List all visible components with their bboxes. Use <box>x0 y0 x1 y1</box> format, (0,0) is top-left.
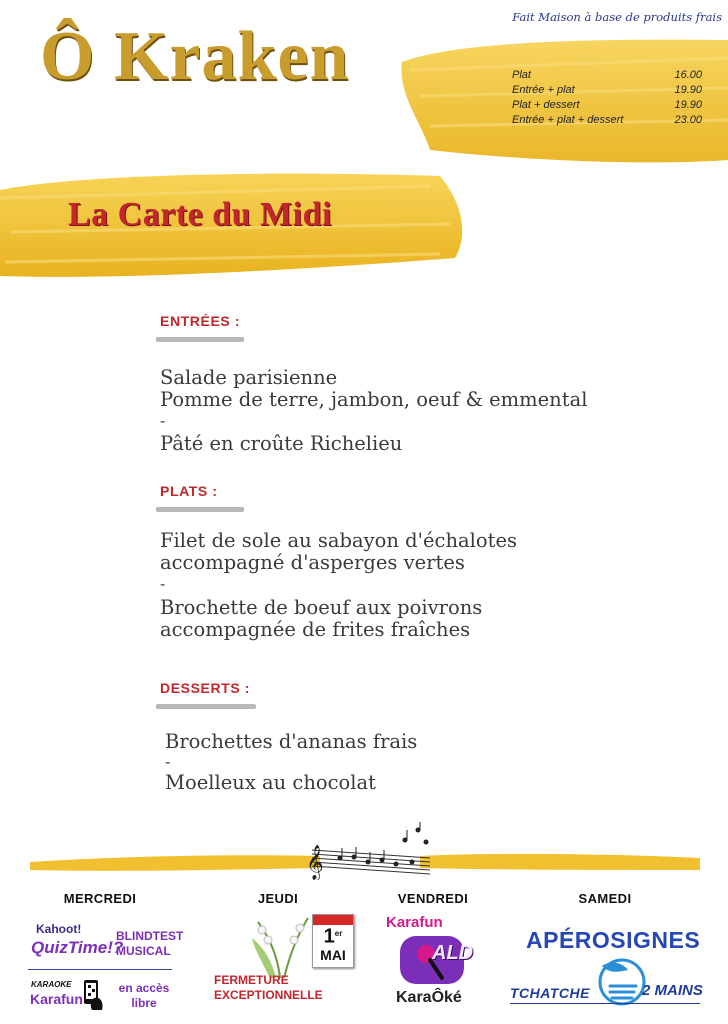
price-row <box>512 68 702 83</box>
karaoke-logo: KaraÔké <box>396 989 462 1006</box>
dish-line: Pâté en croûte Richelieu <box>160 432 403 455</box>
dish-line: Brochettes d'ananas frais <box>165 730 418 753</box>
section-underline <box>156 337 244 342</box>
closure-line: FERMETURE <box>214 973 289 987</box>
price-value: 19.90 <box>674 84 702 96</box>
price-value: 16.00 <box>674 69 702 81</box>
lily-of-the-valley-icon <box>250 908 312 980</box>
calendar-header <box>313 915 353 925</box>
karafun-logo: Karafun <box>386 914 443 931</box>
karafun-logo: Karafun <box>30 991 83 1007</box>
dish-separator: - <box>160 411 166 430</box>
aperosignes-logo: APÉROSIGNES <box>526 927 701 953</box>
tchatche-underline <box>510 1003 700 1004</box>
dish-separator: - <box>160 574 166 593</box>
day-jeudi: JEUDI <box>257 891 299 906</box>
ald-logo: ALD <box>432 942 474 964</box>
karaoke-small-label: KARAOKE <box>31 980 72 989</box>
quiztime-logo: QuizTime!? <box>31 938 124 957</box>
dish-line: accompagnée de frites fraîches <box>160 618 471 641</box>
calendar-day: 1 <box>323 925 335 948</box>
calendar-icon <box>312 914 354 968</box>
tagline: Fait Maison à base de produits frais <box>512 10 722 24</box>
price-row <box>512 98 702 113</box>
deux-mains-logo: 2 MAINS <box>642 982 703 999</box>
price-label: Entrée + plat + dessert <box>512 114 624 126</box>
day-vendredi: VENDREDI <box>397 891 469 906</box>
kahoot-logo: Kahoot! <box>36 922 82 936</box>
hands-sign-icon <box>588 952 658 1008</box>
svg-text:𝄞: 𝄞 <box>306 845 324 880</box>
calendar-month: MAI <box>320 947 346 964</box>
dish-line: Salade parisienne <box>160 366 338 389</box>
dish-line: Pomme de terre, jambon, oeuf & emmental <box>160 388 588 411</box>
footer-divider <box>28 969 172 970</box>
price-table <box>512 68 702 128</box>
logo: Ô Kraken <box>40 18 350 95</box>
music-divider <box>20 820 710 880</box>
dish-line: Moelleux au chocolat <box>165 771 376 794</box>
day-samedi: SAMEDI <box>578 891 632 906</box>
price-label: Plat <box>512 69 531 81</box>
access-line: en accès <box>118 981 170 995</box>
closure-line: EXCEPTIONNELLE <box>214 988 323 1002</box>
price-row <box>512 113 702 128</box>
day-mercredi: MERCREDI <box>63 891 137 906</box>
phone-qr-icon <box>80 978 108 1012</box>
dish-line: Brochette de boeuf aux poivrons <box>160 596 483 619</box>
section-underline <box>156 704 256 709</box>
price-label: Plat + dessert <box>512 99 580 111</box>
blindtest-line: MUSICAL <box>116 944 171 958</box>
access-line: libre <box>131 996 157 1010</box>
tchatche-logo: TCHATCHE <box>510 985 590 1001</box>
price-row <box>512 83 702 98</box>
page-title: La Carte du Midi <box>68 196 332 233</box>
blindtest-line: BLINDTEST <box>116 929 184 943</box>
dish-line: accompagné d'asperges vertes <box>160 551 465 574</box>
price-value: 19.90 <box>674 99 702 111</box>
section-title-entrees: ENTRÉES : <box>160 313 241 329</box>
section-underline <box>156 507 244 512</box>
section-title-desserts: DESSERTS : <box>160 680 251 696</box>
price-label: Entrée + plat <box>512 84 575 96</box>
dish-separator: - <box>165 752 171 771</box>
dish-line: Filet de sole au sabayon d'échalotes <box>160 529 518 552</box>
price-value: 23.00 <box>674 114 702 126</box>
section-title-plats: PLATS : <box>160 483 218 499</box>
calendar-day-suffix: er <box>334 929 343 938</box>
